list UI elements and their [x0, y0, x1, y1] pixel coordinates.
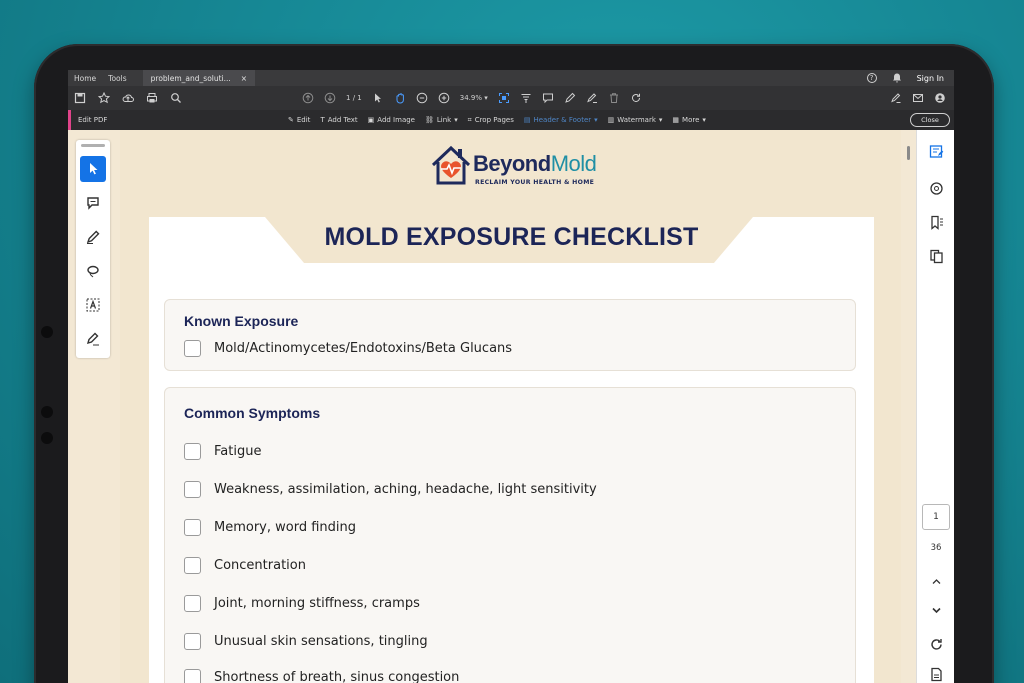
checkbox[interactable]: [184, 595, 201, 612]
more-button[interactable]: [672, 116, 706, 124]
star-icon[interactable]: [98, 92, 110, 104]
fit-page-icon[interactable]: [498, 92, 510, 104]
checklist-item[interactable]: [184, 481, 597, 498]
header-footer-button[interactable]: [524, 116, 598, 124]
brand-name: [473, 151, 596, 177]
select-tool-icon[interactable]: [80, 156, 106, 182]
checklist-sheet: [149, 217, 874, 683]
house-heart-icon: [429, 143, 473, 189]
chevron-down-icon: ▾: [454, 116, 458, 124]
chevron-down-icon: ▾: [594, 116, 598, 124]
chevron-up-icon[interactable]: [928, 573, 944, 589]
scrollbar[interactable]: [907, 146, 910, 160]
checklist-item[interactable]: [184, 595, 420, 612]
right-rail: [916, 130, 954, 683]
camera-dot: [41, 406, 53, 418]
bookmark-icon[interactable]: [928, 214, 944, 230]
section-heading: Common Symptoms: [184, 405, 321, 421]
watermark-icon: ▥: [607, 116, 615, 124]
known-exposure-section: [164, 299, 856, 371]
header-footer-label: Header & Footer: [533, 116, 592, 124]
draw-pen-icon[interactable]: [80, 224, 106, 250]
search-icon[interactable]: [170, 92, 182, 104]
app-window: [68, 70, 954, 683]
common-symptoms-section: [164, 387, 856, 683]
link-label: Link: [436, 116, 452, 124]
checklist-item[interactable]: [184, 557, 306, 574]
camera-dot: [41, 326, 53, 338]
refresh-icon[interactable]: [928, 636, 944, 652]
text-icon: T: [320, 116, 325, 124]
checklist-item-label: Shortness of breath, sinus congestion: [214, 670, 460, 683]
lasso-icon[interactable]: [80, 258, 106, 284]
close-tab-icon[interactable]: ×: [240, 73, 248, 83]
document-tab-label: problem_and_soluti...: [150, 73, 231, 83]
checklist-item-label: Fatigue: [214, 444, 262, 459]
edit-text-icon: ✎: [288, 116, 294, 124]
delete-icon[interactable]: [608, 92, 620, 104]
pages-icon[interactable]: [928, 248, 944, 264]
edit-tool-button[interactable]: [288, 116, 310, 124]
link-icon: ⛓: [424, 116, 434, 124]
section-heading: Known Exposure: [184, 313, 299, 329]
watermark-button[interactable]: [608, 116, 663, 124]
sign-in-button[interactable]: Sign In: [916, 73, 944, 83]
next-page-icon[interactable]: [324, 92, 336, 104]
checkbox[interactable]: [184, 519, 201, 536]
close-edit-button[interactable]: Close: [910, 113, 950, 127]
page-current: 1: [346, 94, 351, 102]
checklist-item-label: Mold/Actinomycetes/Endotoxins/Beta Glucans: [214, 341, 513, 356]
mail-icon[interactable]: [912, 92, 924, 104]
page-count: 36: [930, 543, 942, 553]
chevron-down-icon[interactable]: [928, 602, 944, 618]
checkbox[interactable]: [184, 557, 201, 574]
more-label: More: [682, 116, 700, 124]
zoom-in-icon[interactable]: [438, 92, 450, 104]
zoom-out-icon[interactable]: [416, 92, 428, 104]
brand-tagline: RECLAIM YOUR HEALTH & HOME: [475, 179, 595, 186]
checklist-item[interactable]: [184, 633, 428, 650]
tab-bar: [68, 70, 954, 86]
checklist-item-label: Memory, word finding: [214, 520, 357, 535]
help-icon[interactable]: ?: [867, 73, 877, 83]
document-tab[interactable]: [143, 70, 255, 86]
page-total: 1: [357, 94, 362, 102]
zoom-level-value: 34.9%: [459, 94, 483, 102]
print-icon[interactable]: [146, 92, 158, 104]
beyondmold-logo: [429, 143, 599, 193]
chevron-down-icon: ▾: [702, 116, 706, 124]
scroll-mode-icon[interactable]: [520, 92, 532, 104]
sign-icon[interactable]: [586, 92, 598, 104]
page-separator: /: [352, 94, 356, 102]
add-comment-icon[interactable]: [80, 190, 106, 216]
fill-sign-icon[interactable]: [890, 92, 902, 104]
checklist-item[interactable]: [184, 669, 459, 683]
bell-icon[interactable]: [891, 72, 903, 84]
checklist-item[interactable]: [184, 443, 261, 460]
brand-name-part1: Beyond: [473, 151, 551, 176]
checkbox[interactable]: [184, 481, 201, 498]
crop-pages-label: Crop Pages: [474, 116, 514, 124]
rotate-icon[interactable]: [630, 92, 642, 104]
main-toolbar: [68, 86, 954, 110]
checkbox[interactable]: [184, 669, 201, 683]
checklist-item-label: Joint, morning stiffness, cramps: [214, 596, 420, 611]
comment-icon[interactable]: [542, 92, 554, 104]
more-icon: ▦: [672, 116, 680, 124]
highlight-pen-icon[interactable]: [564, 92, 576, 104]
page-indicator[interactable]: [346, 94, 362, 102]
checkbox[interactable]: [184, 340, 201, 357]
checklist-item[interactable]: [184, 519, 356, 536]
edit-pdf-mode-label: Edit PDF: [68, 110, 188, 130]
save-document-icon[interactable]: [928, 666, 944, 682]
link-button[interactable]: [425, 116, 458, 124]
checkbox[interactable]: [184, 443, 201, 460]
camera-dot: [41, 432, 53, 444]
share-user-icon[interactable]: [934, 92, 946, 104]
watermark-label: Watermark: [617, 116, 656, 124]
brand-name-part2: Mold: [550, 151, 597, 176]
home-tab[interactable]: Home: [74, 73, 97, 83]
checklist-title: MOLD EXPOSURE CHECKLIST: [324, 223, 699, 251]
previous-page-icon[interactable]: [302, 92, 314, 104]
text-box-icon[interactable]: [80, 292, 106, 318]
tool-palette: [76, 140, 110, 358]
zoom-level-select[interactable]: 34.9% ▾: [459, 94, 488, 102]
palette-drag-handle[interactable]: [81, 144, 105, 147]
save-icon[interactable]: [74, 92, 86, 104]
edit-pdf-icon[interactable]: [928, 143, 944, 159]
chevron-down-icon: ▾: [658, 116, 663, 124]
edit-tool-label: Edit: [296, 116, 311, 124]
page-number-field[interactable]: 1: [922, 504, 950, 530]
add-text-button[interactable]: [320, 116, 357, 124]
checkbox[interactable]: [184, 633, 201, 650]
hand-tool-icon[interactable]: [394, 92, 406, 104]
add-image-label: Add Image: [377, 116, 415, 124]
crop-icon: ⌗: [467, 115, 472, 124]
checklist-item-label: Concentration: [214, 558, 306, 573]
tools-tab[interactable]: Tools: [108, 73, 127, 83]
fill-sign-pen-icon[interactable]: [80, 326, 106, 352]
crop-pages-button[interactable]: [468, 116, 514, 125]
document-page: [120, 130, 901, 683]
header-footer-icon: ▤: [523, 116, 531, 124]
edit-pdf-bar: [68, 110, 954, 130]
comment-thread-icon[interactable]: [928, 180, 944, 196]
cloud-upload-icon[interactable]: [122, 92, 134, 104]
image-icon: ▣: [367, 116, 375, 124]
checklist-item-label: Weakness, assimilation, aching, headache, light sensitivity: [214, 482, 597, 497]
add-text-label: Add Text: [327, 116, 358, 124]
select-cursor-icon[interactable]: [372, 92, 384, 104]
add-image-button[interactable]: [368, 116, 415, 124]
checklist-item-label: Unusual skin sensations, tingling: [214, 634, 428, 649]
checklist-item[interactable]: [184, 340, 512, 357]
